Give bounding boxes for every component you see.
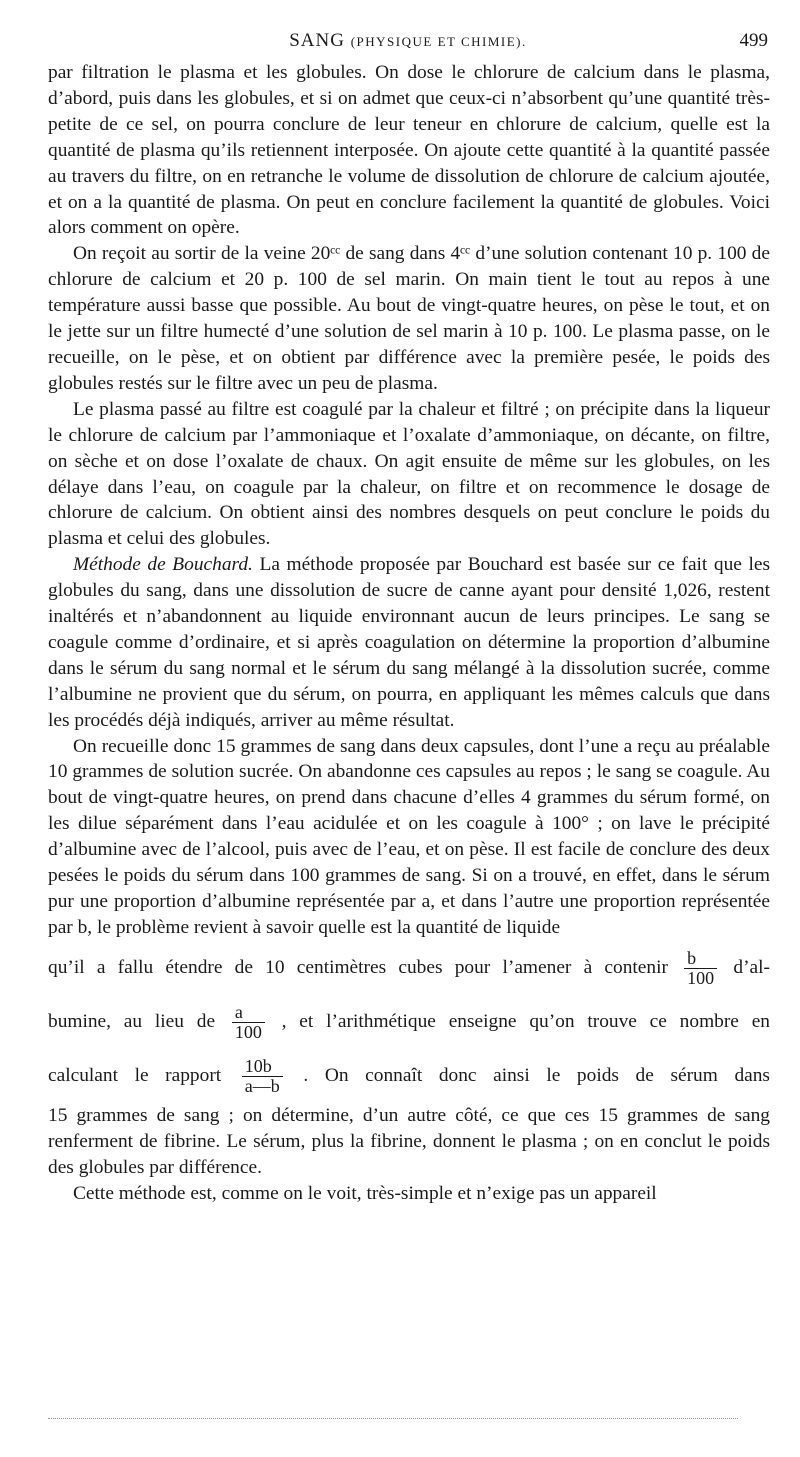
fraction-denominator: 100 [687, 967, 715, 988]
page-number: 499 [739, 30, 768, 51]
math-line-1 [48, 941, 770, 995]
fraction-a-over-100 [232, 1003, 265, 1042]
fraction-numerator: b [684, 949, 717, 969]
math-line-2 [48, 995, 770, 1049]
paragraph-5: On recueille donc 15 grammes de sang dans deux capsules, dont l’une a reçu au préalable 10 grammes de solution sucrée. On abandonne ces capsules au repos ; le sang se coagule. Au bout de vingt-quatre heures, on prend dans chacune d’elles 4 grammes du sérum formé, on les dilue séparément dans l’eau acidulée et on les coagule à 100° ; on lave le précipité d’albumine avec de l’alcool, puis avec de l’eau, et on pèse. Il est facile de conclure des deux pesées le poids du sérum dans 100 grammes de sang. Si on a trouvé, en effet, dans le sérum pur une proportion d’albumine représentée par a, et dans l’autre une proportion représentée par b, le problème revient à savoir quelle est la quantité de liquide [48, 735, 770, 938]
math-line-1-tail: d’al- [733, 956, 770, 978]
running-title [48, 30, 768, 52]
math-line-3-tail: . On connaît donc ainsi le poids de sérum dans [303, 1064, 770, 1086]
math-line-2-text: bumine, au lieu de [48, 1010, 216, 1032]
page-body [48, 60, 770, 1206]
math-line-3-text: calculant le rapport [48, 1064, 222, 1086]
fraction-ratio [242, 1057, 283, 1096]
fraction-numerator: 10b [242, 1057, 283, 1077]
paragraph-3: Le plasma passé au filtre est coagulé par la chaleur et filtré ; on précipite dans la liqueur le chlorure de calcium par l’ammoniaque et l’oxalate d’ammoniaque, on décante, on filtre, on sèche et on dose l’oxalate de chaux. On agit ensuite de même sur les globules, on les délaye dans l’eau, on coagule par la chaleur, on filtre et on recommence le dosage de chlorure de calcium. On obtient ainsi des nombres desquels on peut conclure le poids du plasma et celui des globules. [48, 398, 770, 550]
math-line-1-text: qu’il a fallu étendre de 10 centimètres cubes pour l’amener à contenir [48, 956, 668, 978]
math-line-3 [48, 1049, 770, 1103]
paragraph-2: On reçoit au sortir de la veine 20ᶜᶜ de sang dans 4ᶜᶜ d’une solution contenant 10 p. 100 de chlorure de calcium et 20 p. 100 de sel marin. On main tient le tout au repos à une température aussi basse que possible. Au bout de vingt-quatre heures, on pèse le tout, et on le jette sur un filtre humecté d’une solution de sel marin à 10 p. 100. Le plasma passe, on le recueille, on le pèse, et on obtient par différence avec la première pesée, le poids des globules restés sur le filtre avec un peu de plasma. [48, 243, 770, 394]
paragraph-4-text: La méthode proposée par Bouchard est basée sur ce fait que les globules du sang, dans une dissolution de sucre de canne ayant pour densité 1,026, restent inaltérés et n’abandonnent au liquide environnant aucun de leurs principes. Le sang se coagule comme d’ordinaire, et si après coagulation on détermine la proportion d’albumine dans le sérum du sang normal et le sérum du sang mélangé à la dissolution sucrée, comme l’albumine ne provient que du sérum, on pourra, en appliquant les mêmes calculs que dans les procédés déjà indiqués, arriver au même résultat. [48, 554, 770, 731]
math-line-2-tail: , et l’arithmétique enseigne qu’on trouve ce nombre en [281, 1010, 770, 1032]
fraction-denominator: a—b [244, 1075, 280, 1096]
paragraph-1: par filtration le plasma et les globules. On dose le chlorure de calcium dans le plasma, d’abord, puis dans les globules, et si on admet que ceux-ci n’absorbent qu’une quantité très-petite de ce sel, on pourra conclure de leur teneur en chlorure de calcium, quelle est la quantité de plasma qu’ils retiennent interposée. On ajoute cette quantité à la quantité passée au travers du filtre, on en retranche le volume de dissolution de chlorure de calcium ajoutée, et on a la quantité de plasma. On peut en conclure facilement la quantité de globules. Voici alors comment on opère. [48, 62, 770, 239]
fraction-numerator: a [232, 1003, 265, 1023]
fraction-denominator: 100 [234, 1021, 262, 1042]
paragraph-7: Cette méthode est, comme on le voit, très-simple et n’exige pas un appareil [73, 1182, 657, 1204]
running-header [48, 30, 768, 58]
running-title-main: SANG [289, 30, 345, 51]
running-title-sub: (PHYSIQUE ET CHIMIE). [350, 34, 527, 49]
footer-rule [48, 1418, 738, 1419]
section-title-bouchard: Méthode de Bouchard. [73, 554, 253, 576]
paragraph-6: 15 grammes de sang ; on détermine, d’un autre côté, ce que ces 15 grammes de sang renferment de fibrine. Le sérum, plus la fibrine, donnent le plasma ; on en conclut le poids des globules par différence. [48, 1104, 770, 1178]
fraction-b-over-100 [684, 949, 717, 988]
paragraph-bouchard [48, 552, 770, 733]
